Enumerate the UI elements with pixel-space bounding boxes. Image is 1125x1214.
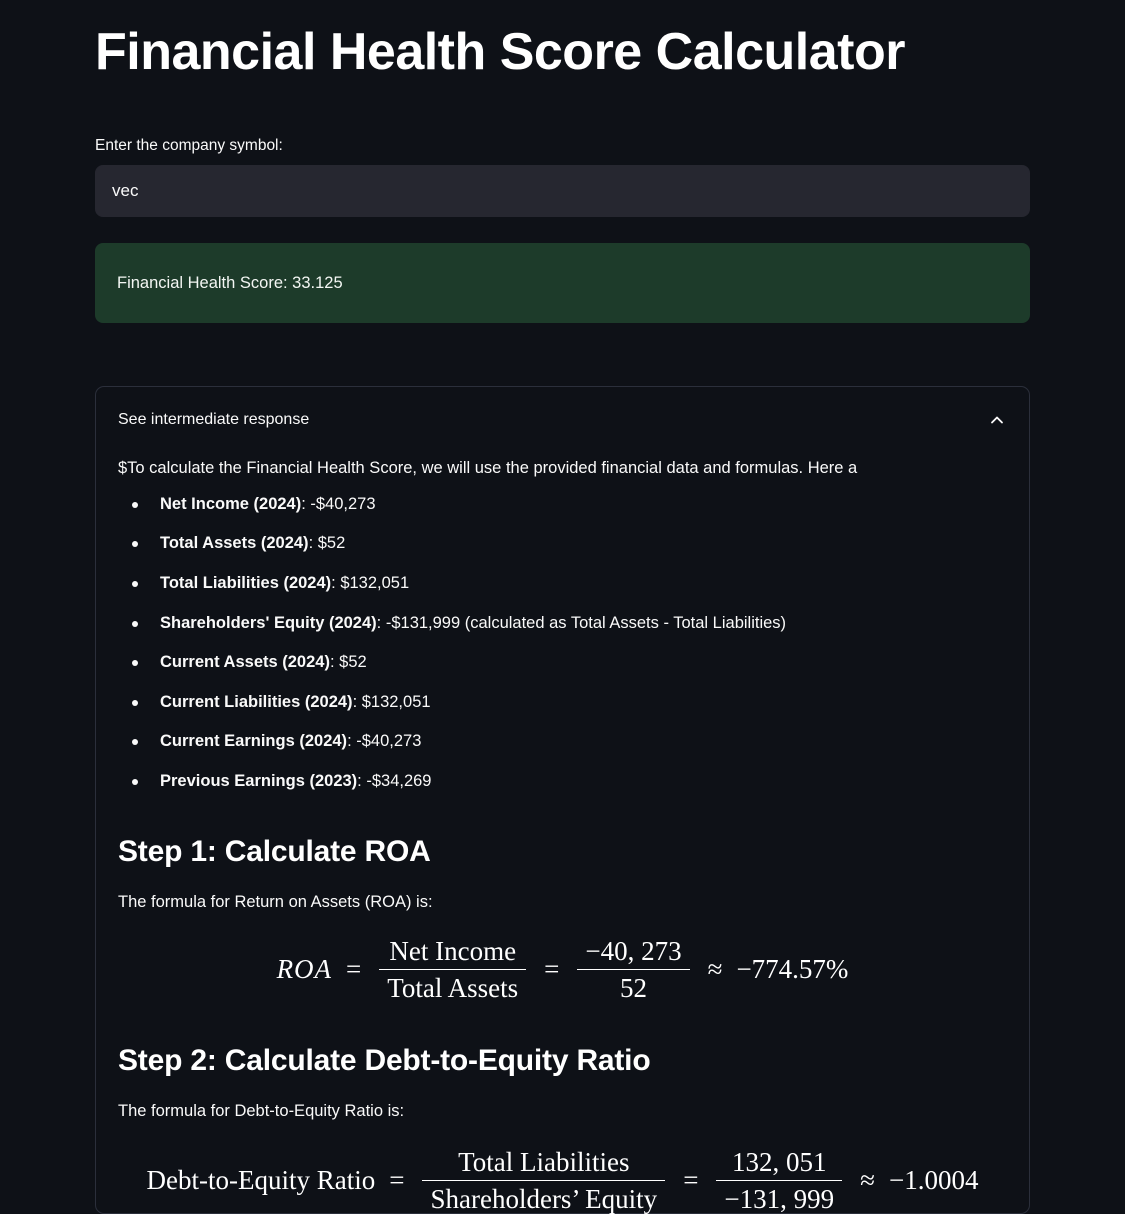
dte-result: −1.0004 xyxy=(888,1164,979,1195)
dte-lhs: Debt-to-Equity Ratio xyxy=(146,1164,376,1195)
dte-fraction-numeric xyxy=(712,1147,846,1214)
fact-value: : $52 xyxy=(329,653,367,672)
list-item xyxy=(118,769,1007,795)
bullet-icon xyxy=(132,621,138,627)
bullet-icon xyxy=(132,660,138,666)
step-1-heading: Step 1: Calculate ROA xyxy=(118,835,431,869)
roa-denominator-symbolic: Total Assets xyxy=(379,969,526,1003)
step-2-lead: The formula for Debt-to-Equity Ratio is: xyxy=(118,1102,405,1121)
score-text: Financial Health Score: 33.125 xyxy=(117,273,343,292)
dte-numerator-symbolic: Total Liabilities xyxy=(458,1146,630,1177)
roa-equals-2: = xyxy=(544,953,560,984)
company-symbol-input[interactable] xyxy=(95,165,1030,217)
dte-denominator-numeric: −131, 999 xyxy=(716,1180,842,1214)
roa-fraction-symbolic xyxy=(375,936,530,1003)
fact-term: Previous Earnings (2023) xyxy=(160,771,358,790)
fact-term: Shareholders' Equity (2024) xyxy=(160,613,377,632)
bullet-icon xyxy=(132,502,138,508)
fact-value: : -$34,269 xyxy=(357,771,432,790)
bullet-icon xyxy=(132,739,138,745)
list-item xyxy=(118,531,1007,557)
dte-denominator-symbolic: Shareholders’ Equity xyxy=(422,1180,665,1214)
fact-value: : -$131,999 (calculated as Total Assets - Total Liabilities) xyxy=(376,613,787,632)
fact-term: Current Liabilities (2024) xyxy=(160,692,353,711)
step-1-lead: The formula for Return on Assets (ROA) is: xyxy=(118,893,433,912)
fact-value: : -$40,273 xyxy=(347,732,422,751)
list-item xyxy=(118,690,1007,716)
roa-fraction-numeric xyxy=(573,936,693,1003)
list-item xyxy=(118,650,1007,676)
fact-term: Current Earnings (2024) xyxy=(160,732,348,751)
roa-numerator-symbolic: Net Income xyxy=(389,935,517,966)
response-intro-paragraph: $To calculate the Financial Health Score, we will use the provided financial data and formulas. Here a xyxy=(118,459,858,478)
symbol-input-label: Enter the company symbol: xyxy=(95,137,283,155)
dte-approx-sign: ≈ xyxy=(860,1164,875,1195)
list-item xyxy=(118,492,1007,518)
expander-label: See intermediate response xyxy=(118,411,310,429)
bullet-icon xyxy=(132,700,138,706)
list-item xyxy=(118,571,1007,597)
dte-numerator-numeric: 132, 051 xyxy=(732,1146,827,1177)
dte-equals-1: = xyxy=(389,1164,405,1195)
roa-denominator-numeric: 52 xyxy=(577,969,689,1003)
fact-value: : -$40,273 xyxy=(301,494,376,513)
expander-content xyxy=(96,455,1029,1214)
fact-value: : $132,051 xyxy=(352,692,431,711)
chevron-up-icon[interactable] xyxy=(987,410,1007,430)
page-title: Financial Health Score Calculator xyxy=(95,23,905,81)
roa-equals-1: = xyxy=(346,953,362,984)
main-container xyxy=(95,0,1030,1214)
roa-formula xyxy=(118,936,1007,1003)
roa-result: −774.57% xyxy=(736,953,849,984)
roa-lhs: ROA xyxy=(276,953,333,984)
fact-term: Current Assets (2024) xyxy=(160,653,330,672)
dte-equals-2: = xyxy=(683,1164,699,1195)
intermediate-response-expander xyxy=(95,386,1030,1214)
bullet-icon xyxy=(132,581,138,587)
fact-term: Total Assets (2024) xyxy=(160,534,309,553)
financial-health-score-banner xyxy=(95,243,1030,323)
expander-toggle-header[interactable] xyxy=(96,387,1029,437)
bullet-icon xyxy=(132,779,138,785)
financial-facts-list xyxy=(118,492,1007,795)
roa-numerator-numeric: −40, 273 xyxy=(585,935,682,966)
debt-to-equity-formula xyxy=(118,1147,1007,1214)
fact-term: Net Income (2024) xyxy=(160,494,302,513)
dte-fraction-symbolic xyxy=(418,1147,669,1214)
roa-approx-sign: ≈ xyxy=(707,953,723,984)
step-2-heading: Step 2: Calculate Debt-to-Equity Ratio xyxy=(118,1044,651,1078)
fact-value: : $52 xyxy=(308,534,346,553)
list-item xyxy=(118,611,1007,637)
list-item xyxy=(118,729,1007,755)
fact-value: : $132,051 xyxy=(331,573,410,592)
fact-term: Total Liabilities (2024) xyxy=(160,573,332,592)
bullet-icon xyxy=(132,541,138,547)
